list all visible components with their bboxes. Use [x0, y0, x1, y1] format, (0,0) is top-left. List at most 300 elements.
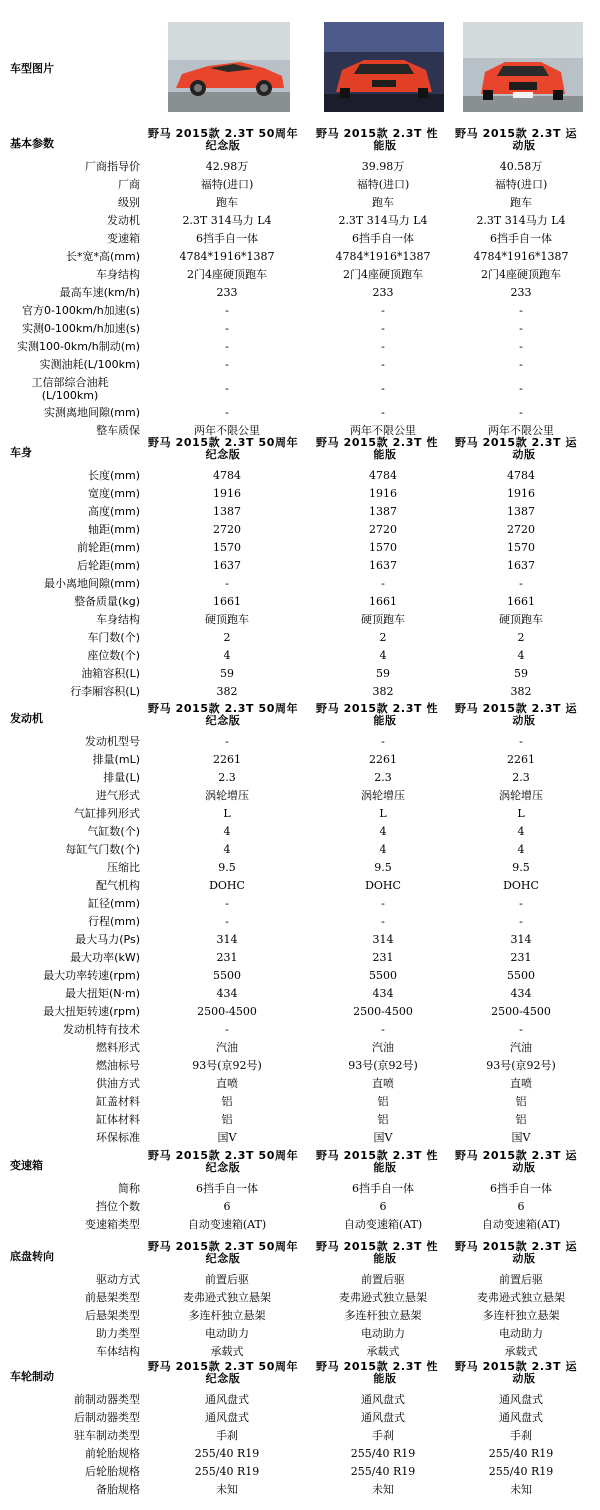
spec-value: 1637 — [507, 559, 535, 572]
column-header-line2: 能版 — [373, 139, 397, 152]
spec-row — [0, 248, 600, 266]
spec-row — [0, 1216, 600, 1234]
spec-value: - — [519, 358, 523, 371]
spec-value: 4 — [223, 649, 231, 662]
spec-value: 42.98万 — [205, 160, 249, 173]
section-title: 底盘转向 — [10, 1250, 54, 1263]
spec-value: 2720 — [507, 523, 535, 536]
column-header-line1: 野马 2015款 2.3T 运 — [455, 1360, 578, 1373]
spec-value: 1661 — [507, 595, 535, 608]
spec-value: 4 — [223, 825, 231, 838]
spec-value: - — [519, 735, 523, 748]
spec-label: 燃油标号 — [96, 1059, 140, 1072]
spec-value: - — [519, 897, 523, 910]
spec-value: DOHC — [365, 879, 401, 892]
spec-label: 座位数(个) — [87, 649, 140, 662]
spec-value: 两年不限公里 — [194, 424, 260, 437]
section-title: 发动机 — [10, 712, 43, 725]
column-header-line2: 动版 — [512, 139, 536, 152]
spec-value: 434 — [510, 987, 532, 1000]
spec-value: 福特(进口) — [494, 178, 548, 191]
column-header-line2: 纪念版 — [205, 1372, 241, 1385]
spec-value: 前置后驱 — [361, 1273, 405, 1286]
spec-value: 2.3T 314马力 L4 — [182, 214, 272, 227]
spec-label: 行李厢容积(L) — [70, 685, 140, 698]
spec-label: 前悬架类型 — [85, 1291, 140, 1304]
spec-label: 官方0-100km/h加速(s) — [21, 304, 140, 317]
spec-row — [0, 629, 600, 647]
car-photo-3 — [463, 22, 583, 112]
spec-value: - — [519, 304, 523, 317]
spec-value: 直喷 — [372, 1077, 394, 1090]
column-header-line1: 野马 2015款 2.3T 50周年 — [148, 127, 299, 140]
section-title: 基本参数 — [10, 137, 54, 150]
spec-value: 6挡手自一体 — [490, 1182, 552, 1195]
spec-value: 前置后驱 — [205, 1273, 249, 1286]
column-header-line1: 野马 2015款 2.3T 性 — [316, 1240, 439, 1253]
column-header-3 — [455, 703, 595, 727]
spec-value: 手刹 — [216, 1429, 238, 1442]
spec-row — [0, 1111, 600, 1129]
spec-value: 2261 — [369, 753, 397, 766]
spec-value: 233 — [510, 286, 532, 299]
spec-row — [0, 1003, 600, 1021]
spec-value: 231 — [510, 951, 532, 964]
spec-value: 5500 — [213, 969, 241, 982]
spec-label: 气缸数(个) — [87, 825, 140, 838]
spec-row — [0, 1391, 600, 1409]
spec-value: 255/40 R19 — [194, 1465, 260, 1478]
spec-row — [0, 787, 600, 805]
spec-label: 缸盖材料 — [96, 1095, 140, 1108]
column-header-3 — [455, 128, 595, 152]
spec-value: - — [519, 915, 523, 928]
spec-value: 手刹 — [510, 1429, 532, 1442]
column-header-line2: 能版 — [373, 1161, 397, 1174]
spec-value: 382 — [372, 685, 394, 698]
spec-value: 2 — [379, 631, 387, 644]
spec-label: 实测0-100km/h加速(s) — [21, 322, 140, 335]
column-header-3 — [455, 1150, 595, 1174]
spec-value: 1661 — [369, 595, 397, 608]
spec-value: - — [381, 382, 385, 395]
spec-row — [0, 266, 600, 284]
spec-label: 供油方式 — [96, 1077, 140, 1090]
spec-value: 跑车 — [216, 196, 238, 209]
spec-value: 59 — [514, 667, 528, 680]
spec-value: 自动变速箱(AT) — [187, 1218, 267, 1231]
column-header-2 — [316, 1241, 451, 1265]
spec-row — [0, 212, 600, 230]
spec-value: 1570 — [213, 541, 241, 554]
spec-value: 5500 — [507, 969, 535, 982]
spec-label: 宽度(mm) — [87, 487, 140, 500]
spec-value: - — [519, 382, 523, 395]
column-header-line2: 动版 — [512, 1372, 536, 1385]
spec-value: 麦弗逊式独立悬架 — [477, 1291, 565, 1304]
spec-value: 多连杆独立悬架 — [188, 1309, 266, 1322]
spec-row — [0, 1445, 600, 1463]
spec-value: 4 — [517, 843, 525, 856]
spec-label: 备胎规格 — [96, 1483, 140, 1496]
spec-value: - — [225, 897, 229, 910]
spec-value: - — [381, 340, 385, 353]
spec-value: 电动助力 — [499, 1327, 543, 1340]
spec-value: 382 — [216, 685, 238, 698]
column-header-1 — [148, 1241, 313, 1265]
spec-value: 2 — [517, 631, 525, 644]
column-header-line1: 野马 2015款 2.3T 50周年 — [148, 1360, 299, 1373]
column-header-line2: 纪念版 — [205, 139, 241, 152]
spec-row — [0, 895, 600, 913]
spec-value: 福特(进口) — [356, 178, 410, 191]
spec-value: 2261 — [507, 753, 535, 766]
spec-label: 最大功率转速(rpm) — [43, 969, 140, 982]
spec-value: 5500 — [369, 969, 397, 982]
spec-row — [0, 557, 600, 575]
section-title: 车轮制动 — [10, 1370, 54, 1383]
spec-value: - — [381, 322, 385, 335]
spec-row — [0, 1271, 600, 1289]
spec-row — [0, 575, 600, 593]
spec-label: 每缸气门数(个) — [65, 843, 140, 856]
spec-value: 4 — [223, 843, 231, 856]
column-header-line1: 野马 2015款 2.3T 运 — [455, 1240, 578, 1253]
spec-row — [0, 1093, 600, 1111]
spec-value: 231 — [372, 951, 394, 964]
spec-label: 级别 — [118, 196, 140, 209]
column-header-line1: 野马 2015款 2.3T 性 — [316, 1149, 439, 1162]
spec-value: 4 — [517, 649, 525, 662]
spec-value: 40.58万 — [499, 160, 543, 173]
spec-label: 后悬架类型 — [85, 1309, 140, 1322]
spec-label: 厂商 — [118, 178, 140, 191]
column-header-line2: 纪念版 — [205, 448, 241, 461]
spec-value: 承载式 — [504, 1345, 538, 1358]
spec-label: 车身结构 — [96, 613, 140, 626]
spec-value: 233 — [216, 286, 238, 299]
spec-value: 6挡手自一体 — [352, 232, 414, 245]
spec-value: 93号(京92号) — [486, 1059, 556, 1072]
spec-value: - — [225, 382, 229, 395]
spec-value: 铝 — [515, 1113, 527, 1126]
spec-value: 6 — [223, 1200, 231, 1213]
spec-value: 434 — [216, 987, 238, 1000]
spec-value: 硬顶跑车 — [361, 613, 405, 626]
column-header-line1: 野马 2015款 2.3T 50周年 — [148, 436, 299, 449]
spec-label: 厂商指导价 — [85, 160, 140, 173]
spec-value: 铝 — [377, 1095, 389, 1108]
spec-label: 驻车制动类型 — [74, 1429, 140, 1442]
spec-value: 2.3 — [218, 771, 236, 784]
spec-value: 314 — [372, 933, 394, 946]
spec-label: 实测油耗(L/100km) — [39, 358, 140, 371]
spec-label: 最大马力(Ps) — [75, 933, 140, 946]
spec-value: 承载式 — [210, 1345, 244, 1358]
spec-value: 通风盘式 — [499, 1393, 543, 1406]
spec-label: 前轮距(mm) — [76, 541, 140, 554]
spec-value: 自动变速箱(AT) — [481, 1218, 561, 1231]
spec-label: 后轮胎规格 — [85, 1465, 140, 1478]
spec-row — [0, 1180, 600, 1198]
spec-value: 1387 — [507, 505, 535, 518]
spec-label: 压缩比 — [107, 861, 140, 874]
spec-label: 环保标准 — [96, 1131, 140, 1144]
spec-value: - — [519, 322, 523, 335]
spec-label: 行程(mm) — [87, 915, 140, 928]
column-header-line1: 野马 2015款 2.3T 运 — [455, 436, 578, 449]
column-header-line2: 纪念版 — [205, 1252, 241, 1265]
spec-label-line: 工信部综合油耗 — [31, 376, 109, 389]
spec-row — [0, 733, 600, 751]
spec-row — [0, 1021, 600, 1039]
spec-value: 两年不限公里 — [350, 424, 416, 437]
spec-value: 1916 — [369, 487, 397, 500]
spec-label: 长度(mm) — [87, 469, 140, 482]
spec-label: 进气形式 — [96, 789, 140, 802]
spec-value: 4784 — [507, 469, 535, 482]
spec-value: 2.3T 314马力 L4 — [476, 214, 566, 227]
spec-value: 382 — [510, 685, 532, 698]
spec-value: - — [381, 897, 385, 910]
column-header-1 — [148, 1150, 313, 1174]
spec-value: L — [223, 807, 231, 820]
spec-value: 39.98万 — [361, 160, 405, 173]
column-header-line1: 野马 2015款 2.3T 运 — [455, 1149, 578, 1162]
spec-row — [0, 539, 600, 557]
spec-label: 实测离地间隙(mm) — [43, 406, 140, 419]
spec-value: 通风盘式 — [361, 1393, 405, 1406]
spec-value: 314 — [216, 933, 238, 946]
spec-value: 2.3 — [512, 771, 530, 784]
spec-value: 255/40 R19 — [350, 1447, 416, 1460]
spec-label: 最大扭矩转速(rpm) — [43, 1005, 140, 1018]
spec-row — [0, 521, 600, 539]
spec-value: - — [381, 915, 385, 928]
spec-row — [0, 1198, 600, 1216]
spec-value: 255/40 R19 — [488, 1447, 554, 1460]
spec-value: 电动助力 — [361, 1327, 405, 1340]
spec-row — [0, 1129, 600, 1147]
spec-label: 助力类型 — [96, 1327, 140, 1340]
spec-value: 多连杆独立悬架 — [482, 1309, 560, 1322]
spec-value: 涡轮增压 — [361, 789, 405, 802]
spec-value: 255/40 R19 — [488, 1465, 554, 1478]
spec-value: 通风盘式 — [205, 1393, 249, 1406]
column-header-line1: 野马 2015款 2.3T 性 — [316, 1360, 439, 1373]
spec-value: 2.3 — [374, 771, 392, 784]
spec-value: - — [225, 1023, 229, 1036]
spec-row — [0, 859, 600, 877]
spec-value: 93号(京92号) — [348, 1059, 418, 1072]
spec-value: 硬顶跑车 — [499, 613, 543, 626]
spec-value: - — [381, 358, 385, 371]
spec-value: 4 — [379, 825, 387, 838]
column-header-line1: 野马 2015款 2.3T 运 — [455, 702, 578, 715]
spec-row — [0, 158, 600, 176]
spec-value: 涡轮增压 — [499, 789, 543, 802]
column-header-line1: 野马 2015款 2.3T 性 — [316, 127, 439, 140]
spec-row — [0, 877, 600, 895]
column-header-line2: 能版 — [373, 1252, 397, 1265]
spec-label: 排量(L) — [103, 771, 140, 784]
spec-value: DOHC — [503, 879, 539, 892]
spec-value: - — [225, 406, 229, 419]
spec-value: 4 — [517, 825, 525, 838]
column-header-line1: 野马 2015款 2.3T 50周年 — [148, 1149, 299, 1162]
spec-label — [0, 376, 140, 402]
spec-row — [0, 611, 600, 629]
spec-label: 长*宽*高(mm) — [65, 250, 140, 263]
spec-value: 314 — [510, 933, 532, 946]
spec-value: 铝 — [221, 1095, 233, 1108]
spec-label: 车体结构 — [96, 1345, 140, 1358]
spec-label: 后制动器类型 — [74, 1411, 140, 1424]
spec-value: 2500-4500 — [197, 1005, 257, 1018]
car-images-row — [0, 0, 600, 125]
spec-row — [0, 967, 600, 985]
spec-value: 6挡手自一体 — [196, 1182, 258, 1195]
spec-row — [0, 1057, 600, 1075]
column-header-3 — [455, 1241, 595, 1265]
spec-value: L — [517, 807, 525, 820]
spec-value: 未知 — [510, 1483, 532, 1496]
spec-value: 汽油 — [372, 1041, 394, 1054]
spec-value: 国V — [373, 1131, 393, 1144]
spec-value: 6 — [517, 1200, 525, 1213]
spec-label: 前轮胎规格 — [85, 1447, 140, 1460]
spec-value: 承载式 — [366, 1345, 400, 1358]
spec-value: 2.3T 314马力 L4 — [338, 214, 428, 227]
spec-label: 发动机型号 — [85, 735, 140, 748]
column-header-line2: 能版 — [373, 1372, 397, 1385]
spec-value: 跑车 — [510, 196, 532, 209]
column-header-3 — [455, 1361, 595, 1385]
spec-row — [0, 805, 600, 823]
spec-value: 福特(进口) — [200, 178, 254, 191]
spec-value: 2 — [223, 631, 231, 644]
spec-label: 发动机特有技术 — [63, 1023, 140, 1036]
spec-value: 汽油 — [510, 1041, 532, 1054]
column-header-line2: 纪念版 — [205, 714, 241, 727]
spec-value: 4784 — [369, 469, 397, 482]
spec-value: - — [381, 577, 385, 590]
spec-value: 前置后驱 — [499, 1273, 543, 1286]
spec-value: 直喷 — [510, 1077, 532, 1090]
spec-value: 4784 — [213, 469, 241, 482]
spec-label: 最大扭矩(N·m) — [64, 987, 140, 1000]
spec-value: DOHC — [209, 879, 245, 892]
spec-label: 配气机构 — [96, 879, 140, 892]
spec-row — [0, 1289, 600, 1307]
spec-row — [0, 665, 600, 683]
spec-row — [0, 683, 600, 701]
spec-value: 跑车 — [372, 196, 394, 209]
spec-value: - — [225, 577, 229, 590]
spec-value: 2门4座硬顶跑车 — [187, 268, 267, 281]
spec-row — [0, 931, 600, 949]
spec-row — [0, 320, 600, 338]
column-header-line2: 动版 — [512, 1252, 536, 1265]
column-header-2 — [316, 128, 451, 152]
spec-label: 简称 — [118, 1182, 140, 1195]
spec-value: 1916 — [507, 487, 535, 500]
spec-value: - — [225, 340, 229, 353]
spec-row — [0, 374, 600, 404]
column-header-line2: 能版 — [373, 448, 397, 461]
spec-value: - — [225, 304, 229, 317]
spec-row — [0, 176, 600, 194]
column-header-line2: 能版 — [373, 714, 397, 727]
spec-row — [0, 503, 600, 521]
spec-value: 涡轮增压 — [205, 789, 249, 802]
spec-value: 通风盘式 — [361, 1411, 405, 1424]
spec-value: 4 — [379, 843, 387, 856]
spec-row — [0, 1409, 600, 1427]
spec-value: 直喷 — [216, 1077, 238, 1090]
spec-value: 434 — [372, 987, 394, 1000]
spec-label: 发动机 — [107, 214, 140, 227]
spec-value: 4 — [379, 649, 387, 662]
spec-label: 整车质保 — [96, 424, 140, 437]
spec-row — [0, 338, 600, 356]
spec-row — [0, 913, 600, 931]
spec-label: 气缸排列形式 — [74, 807, 140, 820]
spec-value: - — [381, 1023, 385, 1036]
car-photo-1 — [168, 22, 290, 112]
spec-value: 6 — [379, 1200, 387, 1213]
spec-label: 油箱容积(L) — [81, 667, 140, 680]
spec-label: 整备质量(kg) — [74, 595, 140, 608]
spec-value: 2500-4500 — [491, 1005, 551, 1018]
column-header-line2: 动版 — [512, 1161, 536, 1174]
spec-row — [0, 1427, 600, 1445]
spec-label: 高度(mm) — [87, 505, 140, 518]
spec-value: 2500-4500 — [353, 1005, 413, 1018]
spec-row — [0, 593, 600, 611]
column-header-line1: 野马 2015款 2.3T 性 — [316, 436, 439, 449]
spec-value: 两年不限公里 — [488, 424, 554, 437]
spec-value: 铝 — [377, 1113, 389, 1126]
spec-row — [0, 404, 600, 422]
spec-value: - — [225, 915, 229, 928]
spec-value: 2720 — [213, 523, 241, 536]
spec-label: 实测100-0km/h制动(m) — [16, 340, 140, 353]
spec-label: 后轮距(mm) — [76, 559, 140, 572]
spec-value: 233 — [372, 286, 394, 299]
spec-value: - — [225, 358, 229, 371]
spec-value: 1570 — [369, 541, 397, 554]
spec-label: 变速箱 — [107, 232, 140, 245]
spec-row — [0, 1307, 600, 1325]
spec-row — [0, 1481, 600, 1499]
spec-label: 缸体材料 — [96, 1113, 140, 1126]
spec-label: 驱动方式 — [96, 1273, 140, 1286]
column-header-2 — [316, 1150, 451, 1174]
spec-label: 排量(mL) — [92, 753, 140, 766]
spec-value: - — [519, 1023, 523, 1036]
car-images-label: 车型图片 — [10, 62, 54, 75]
spec-row — [0, 1075, 600, 1093]
spec-value: 9.5 — [512, 861, 530, 874]
spec-value: 59 — [376, 667, 390, 680]
spec-value: 1661 — [213, 595, 241, 608]
spec-label: 缸径(mm) — [87, 897, 140, 910]
column-header-line2: 动版 — [512, 714, 536, 727]
spec-value: 铝 — [221, 1113, 233, 1126]
spec-value: 255/40 R19 — [194, 1447, 260, 1460]
spec-row — [0, 1039, 600, 1057]
